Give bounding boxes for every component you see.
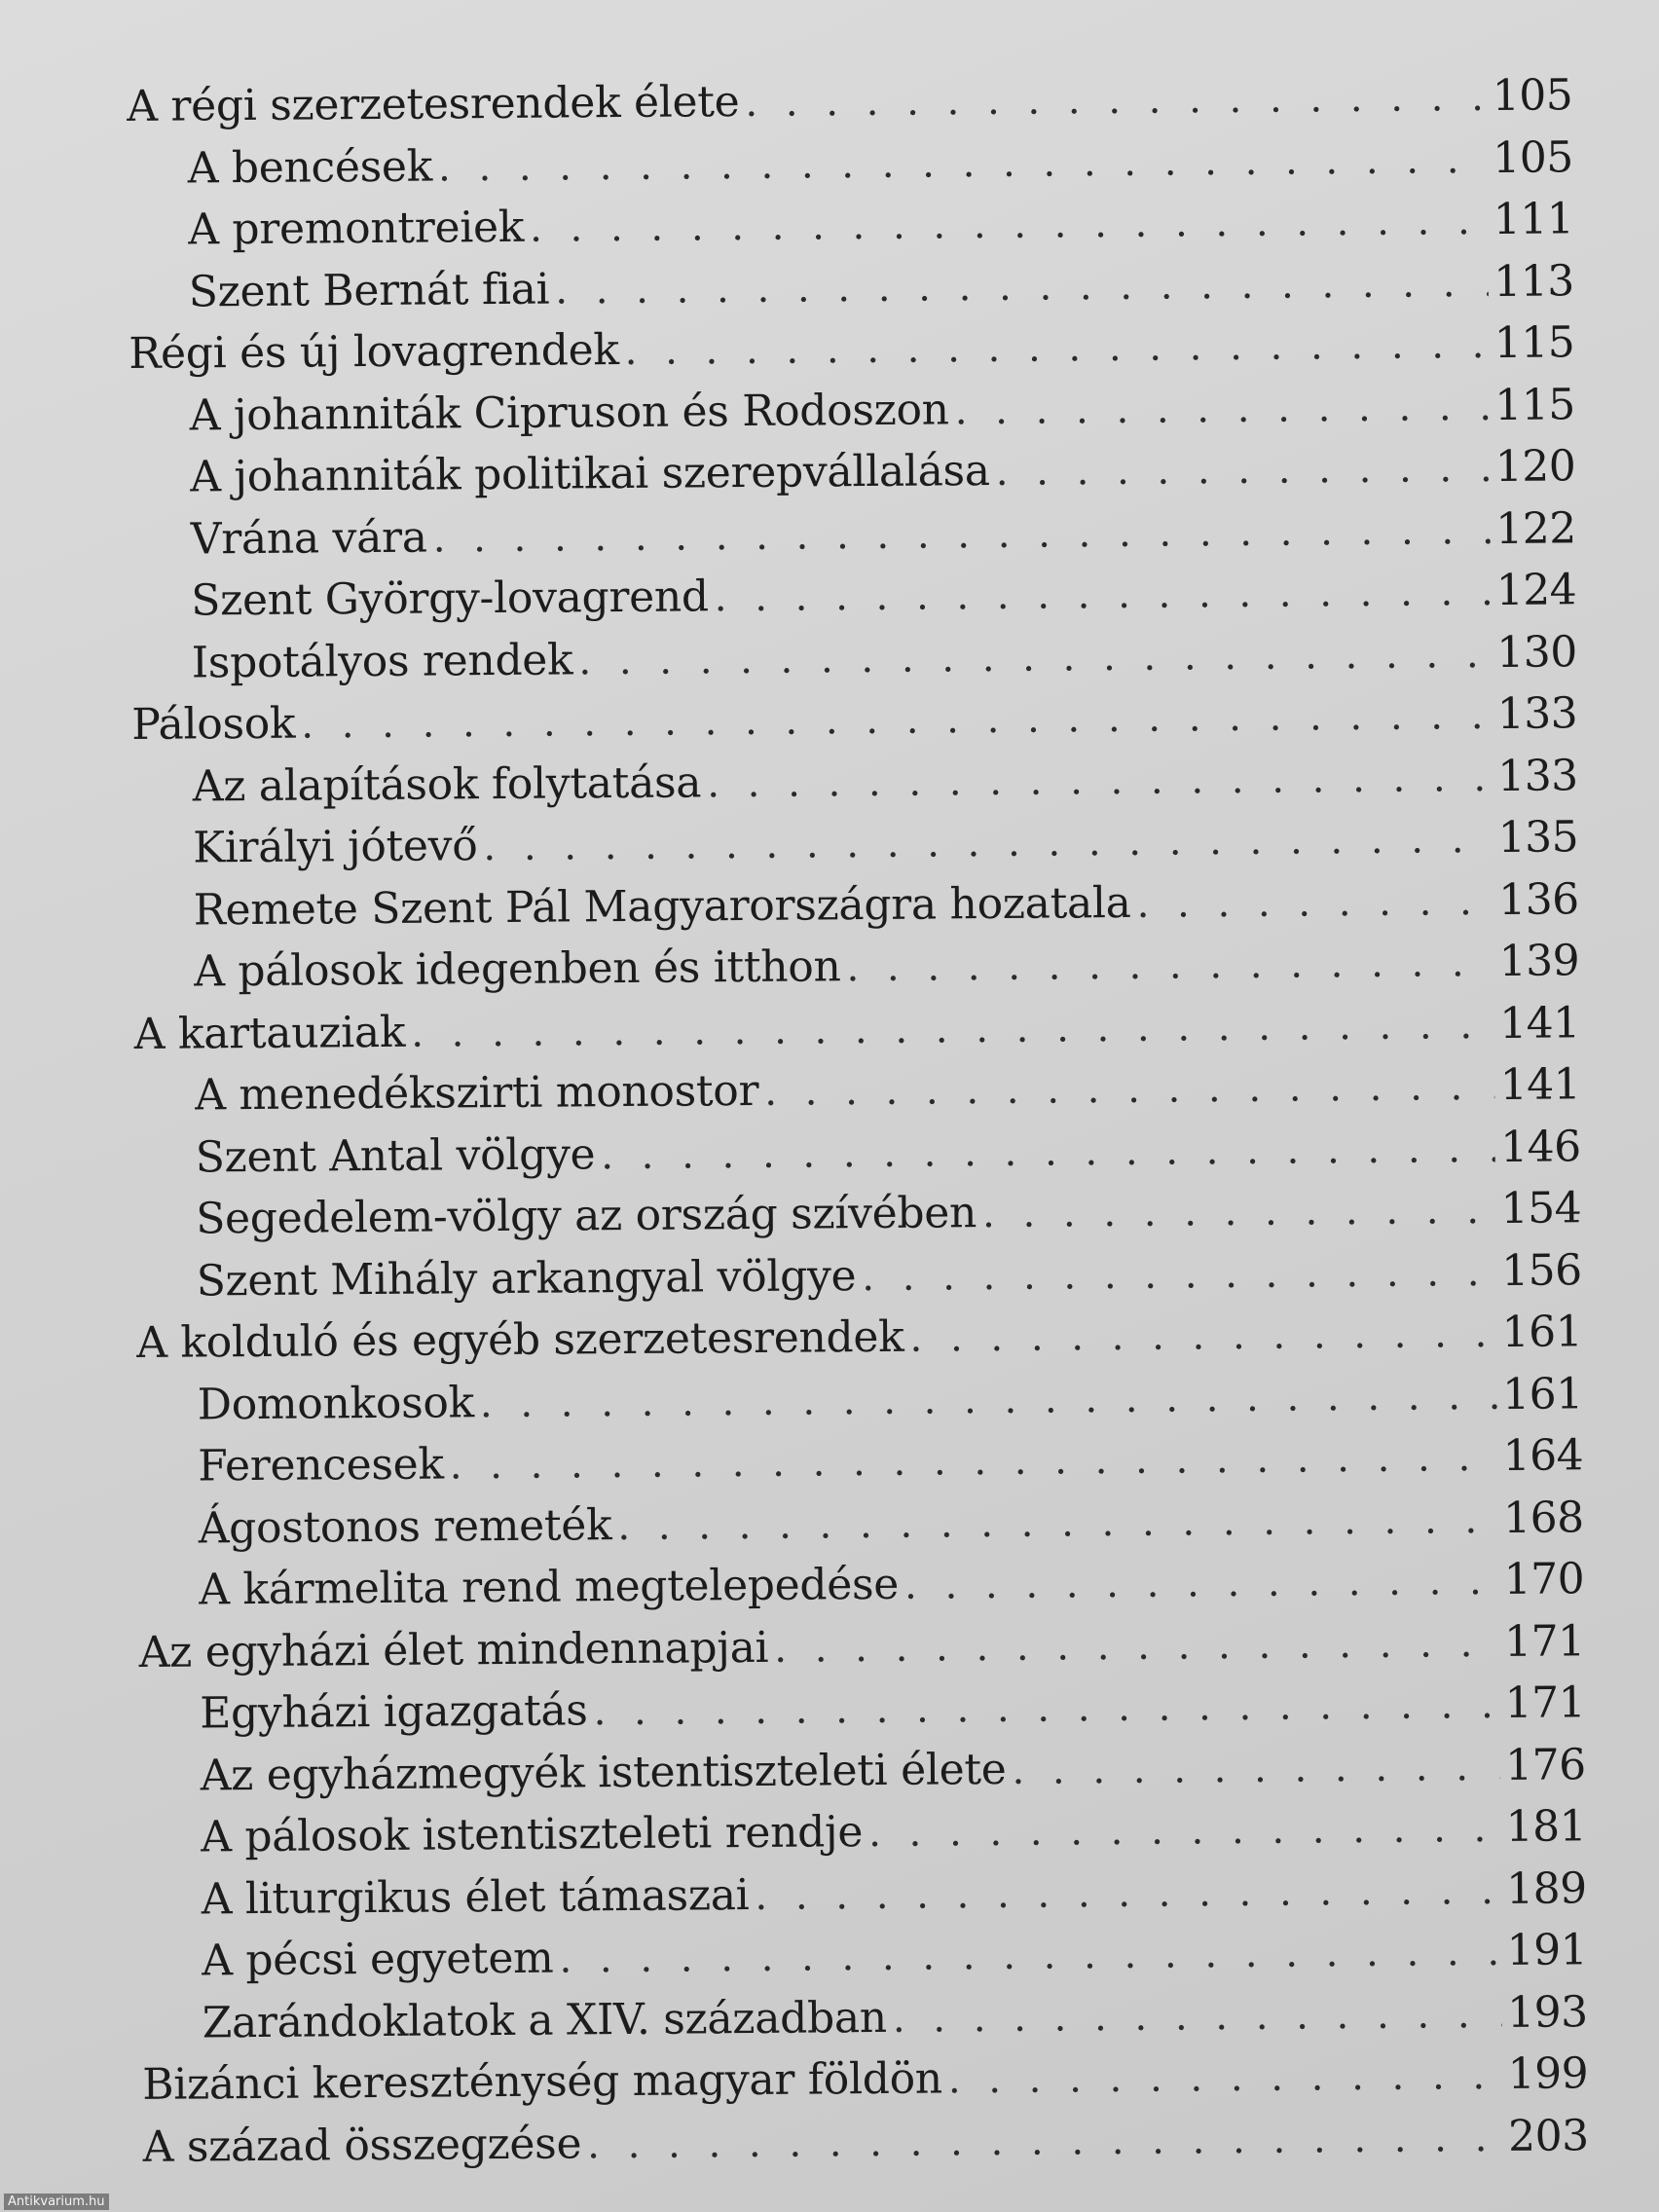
dot-leader [301, 685, 1492, 756]
toc-entry-title: Királyi jótevő [193, 821, 478, 873]
toc-entry-title: Ágostonos remeték [198, 1499, 612, 1553]
toc-entry-title: A kolduló és egyéb szerzetesrendek [136, 1311, 904, 1368]
toc-chapter [133, 992, 1579, 1065]
toc-entry-page-number: 161 [1501, 1307, 1583, 1357]
toc-entry-title: Egyházi igazgatás [200, 1685, 588, 1739]
toc-chapter [131, 682, 1577, 756]
dot-leader [909, 1304, 1496, 1370]
toc-entry-page-number: 171 [1504, 1677, 1586, 1728]
toc-entry-page-number: 136 [1498, 873, 1579, 925]
dot-leader [955, 377, 1490, 443]
toc-entry-title: A johanniták Cipruson és Rodoszon [189, 384, 949, 441]
toc-section [129, 435, 1575, 508]
toc-entry-page-number: 168 [1502, 1492, 1584, 1543]
toc-section [127, 127, 1572, 200]
toc-section [132, 868, 1578, 941]
toc-entry-page-number: 105 [1493, 131, 1573, 183]
toc-entry-page-number: 105 [1492, 70, 1573, 121]
toc-entry-page-number: 141 [1499, 997, 1580, 1049]
toc-entry-title: A premontreiek [188, 202, 525, 255]
toc-entry-page-number: 203 [1507, 2110, 1589, 2161]
toc-entry-page-number: 161 [1501, 1368, 1583, 1419]
toc-section [139, 1734, 1585, 1807]
toc-entry-title: Az egyházi élet mindennapjai [138, 1622, 769, 1677]
toc-section [135, 1239, 1581, 1312]
toc-entry-title: A pálosok istentiszteleti rendje [201, 1807, 864, 1862]
toc-entry-title: A kármelita rend megtelepedése [199, 1559, 900, 1615]
toc-section [137, 1487, 1583, 1560]
dot-leader [593, 1675, 1499, 1744]
toc-entry-title: Segedelem-völgy az ország szívében [196, 1188, 977, 1244]
dot-leader [587, 2107, 1502, 2176]
toc-entry-page-number: 193 [1506, 1986, 1588, 2038]
toc-entry-title: Szent György-lovagrend [191, 571, 710, 626]
toc-entry-title: A század összegzése [142, 2118, 582, 2172]
toc-entry-page-number: 130 [1496, 626, 1577, 678]
dot-leader [578, 624, 1491, 693]
toc-entry-page-number: 171 [1503, 1615, 1585, 1667]
toc-entry-page-number: 122 [1495, 502, 1576, 554]
toc-section [136, 1363, 1582, 1436]
toc-chapter [138, 1610, 1584, 1683]
dot-leader [982, 1180, 1495, 1246]
dot-leader [862, 1241, 1495, 1309]
toc-entry-title: Szent Bernát fiai [188, 264, 550, 317]
dot-leader [411, 995, 1493, 1065]
dot-leader [438, 129, 1488, 200]
dot-leader [774, 1612, 1498, 1679]
dot-leader [530, 191, 1488, 260]
toc-entry-title: Remete Szent Pál Magyarországra hozatala [193, 877, 1131, 935]
dot-leader [450, 1427, 1497, 1497]
dot-leader [745, 67, 1487, 134]
dot-leader [483, 809, 1493, 879]
toc-entry-title: Bizánci kereszténység magyar földön [142, 2053, 943, 2110]
toc-entry-title: A bencések [187, 141, 433, 194]
toc-section [129, 498, 1575, 571]
toc-entry-page-number: 124 [1495, 565, 1577, 615]
toc-chapter [142, 2105, 1588, 2178]
toc-chapter [129, 312, 1574, 385]
table-of-contents [127, 64, 1589, 2178]
toc-section [141, 1919, 1587, 1992]
toc-chapter [142, 2043, 1588, 2116]
toc-entry-page-number: 176 [1504, 1739, 1586, 1790]
dot-leader [617, 1489, 1497, 1558]
toc-entry-page-number: 139 [1498, 936, 1580, 986]
dot-leader [868, 1798, 1500, 1865]
toc-section [140, 1858, 1586, 1931]
toc-entry-title: A kartauziak [133, 1007, 406, 1059]
toc-chapter [136, 1301, 1582, 1374]
dot-leader [893, 1983, 1502, 2049]
toc-section [130, 559, 1576, 632]
toc-entry-page-number: 115 [1494, 379, 1575, 430]
toc-section [131, 745, 1577, 818]
dot-leader [1012, 1736, 1499, 1801]
dot-leader [432, 500, 1490, 571]
toc-entry-page-number: 120 [1494, 441, 1576, 492]
toc-entry-title: Ispotályos rendek [191, 634, 573, 687]
dot-leader [1136, 871, 1493, 936]
dot-leader [601, 1118, 1494, 1187]
toc-entry-title: Pálosok [131, 698, 296, 750]
toc-entry-title: Az egyházmegyék istentiszteleti élete [200, 1744, 1007, 1800]
toc-section [128, 250, 1573, 323]
toc-entry-title: Szent Antal völgye [195, 1128, 596, 1182]
dot-leader [755, 1860, 1500, 1928]
toc-section [140, 1795, 1586, 1868]
dot-leader [707, 748, 1492, 816]
toc-entry-title: A johanniták politikai szerepvállalása [190, 446, 990, 502]
toc-entry-title: A pálosok idegenben és itthon [194, 941, 841, 997]
dot-leader [555, 253, 1488, 322]
toc-entry-title: Zarándoklatok a XIV. században [202, 1992, 888, 2047]
dot-leader [559, 1922, 1501, 1991]
toc-section [138, 1548, 1584, 1621]
toc-entry-page-number: 189 [1505, 1862, 1587, 1914]
toc-entry-page-number: 199 [1507, 2048, 1589, 2099]
toc-section [130, 621, 1576, 694]
toc-section [137, 1424, 1583, 1497]
toc-section [128, 188, 1573, 261]
watermark: Antikvarium.hu [4, 2194, 109, 2210]
toc-entry-page-number: 181 [1505, 1801, 1587, 1852]
toc-entry-title: A pécsi egyetem [202, 1933, 554, 1986]
dot-leader [715, 562, 1491, 630]
toc-entry-title: A liturgikus élet támaszai [201, 1869, 750, 1924]
toc-section [141, 1981, 1587, 2054]
toc-entry-title: Az alapítások folytatása [192, 756, 702, 811]
toc-entry-page-number: 135 [1497, 812, 1579, 863]
toc-section [139, 1672, 1585, 1745]
toc-entry-title: Régi és új lovagrendek [129, 325, 619, 379]
toc-section [132, 806, 1578, 879]
toc-entry-page-number: 141 [1499, 1059, 1581, 1110]
toc-entry-page-number: 113 [1493, 255, 1574, 307]
dot-leader [995, 438, 1489, 503]
dot-leader [764, 1056, 1494, 1124]
toc-entry-page-number: 133 [1497, 750, 1578, 801]
toc-section [133, 930, 1579, 1003]
dot-leader [846, 933, 1493, 1000]
toc-entry-page-number: 146 [1499, 1121, 1581, 1172]
toc-entry-title: A régi szerzetesrendek élete [127, 77, 740, 131]
toc-entry-page-number: 115 [1493, 317, 1575, 368]
toc-section [135, 1177, 1581, 1250]
toc-chapter [127, 64, 1572, 137]
toc-entry-page-number: 191 [1506, 1925, 1588, 1975]
dot-leader [624, 314, 1489, 383]
dot-leader [480, 1365, 1497, 1435]
toc-entry-page-number: 111 [1493, 194, 1574, 244]
toc-entry-title: Szent Mihály arkangyal völgye [196, 1250, 857, 1306]
toc-section [134, 1053, 1580, 1126]
toc-entry-title: Vrána vára [190, 512, 427, 564]
toc-entry-title: A menedékszirti monostor [195, 1065, 759, 1121]
toc-entry-page-number: 170 [1503, 1554, 1585, 1604]
toc-section [134, 1116, 1580, 1189]
toc-entry-page-number: 156 [1500, 1244, 1582, 1296]
toc-entry-title: Domonkosok [197, 1377, 475, 1429]
toc-section [129, 374, 1574, 447]
toc-entry-title: Ferencesek [198, 1439, 444, 1492]
dot-leader [904, 1551, 1498, 1617]
toc-entry-page-number: 164 [1502, 1430, 1584, 1481]
toc-entry-page-number: 133 [1496, 688, 1578, 739]
dot-leader [948, 2046, 1502, 2112]
toc-entry-page-number: 154 [1500, 1183, 1582, 1234]
